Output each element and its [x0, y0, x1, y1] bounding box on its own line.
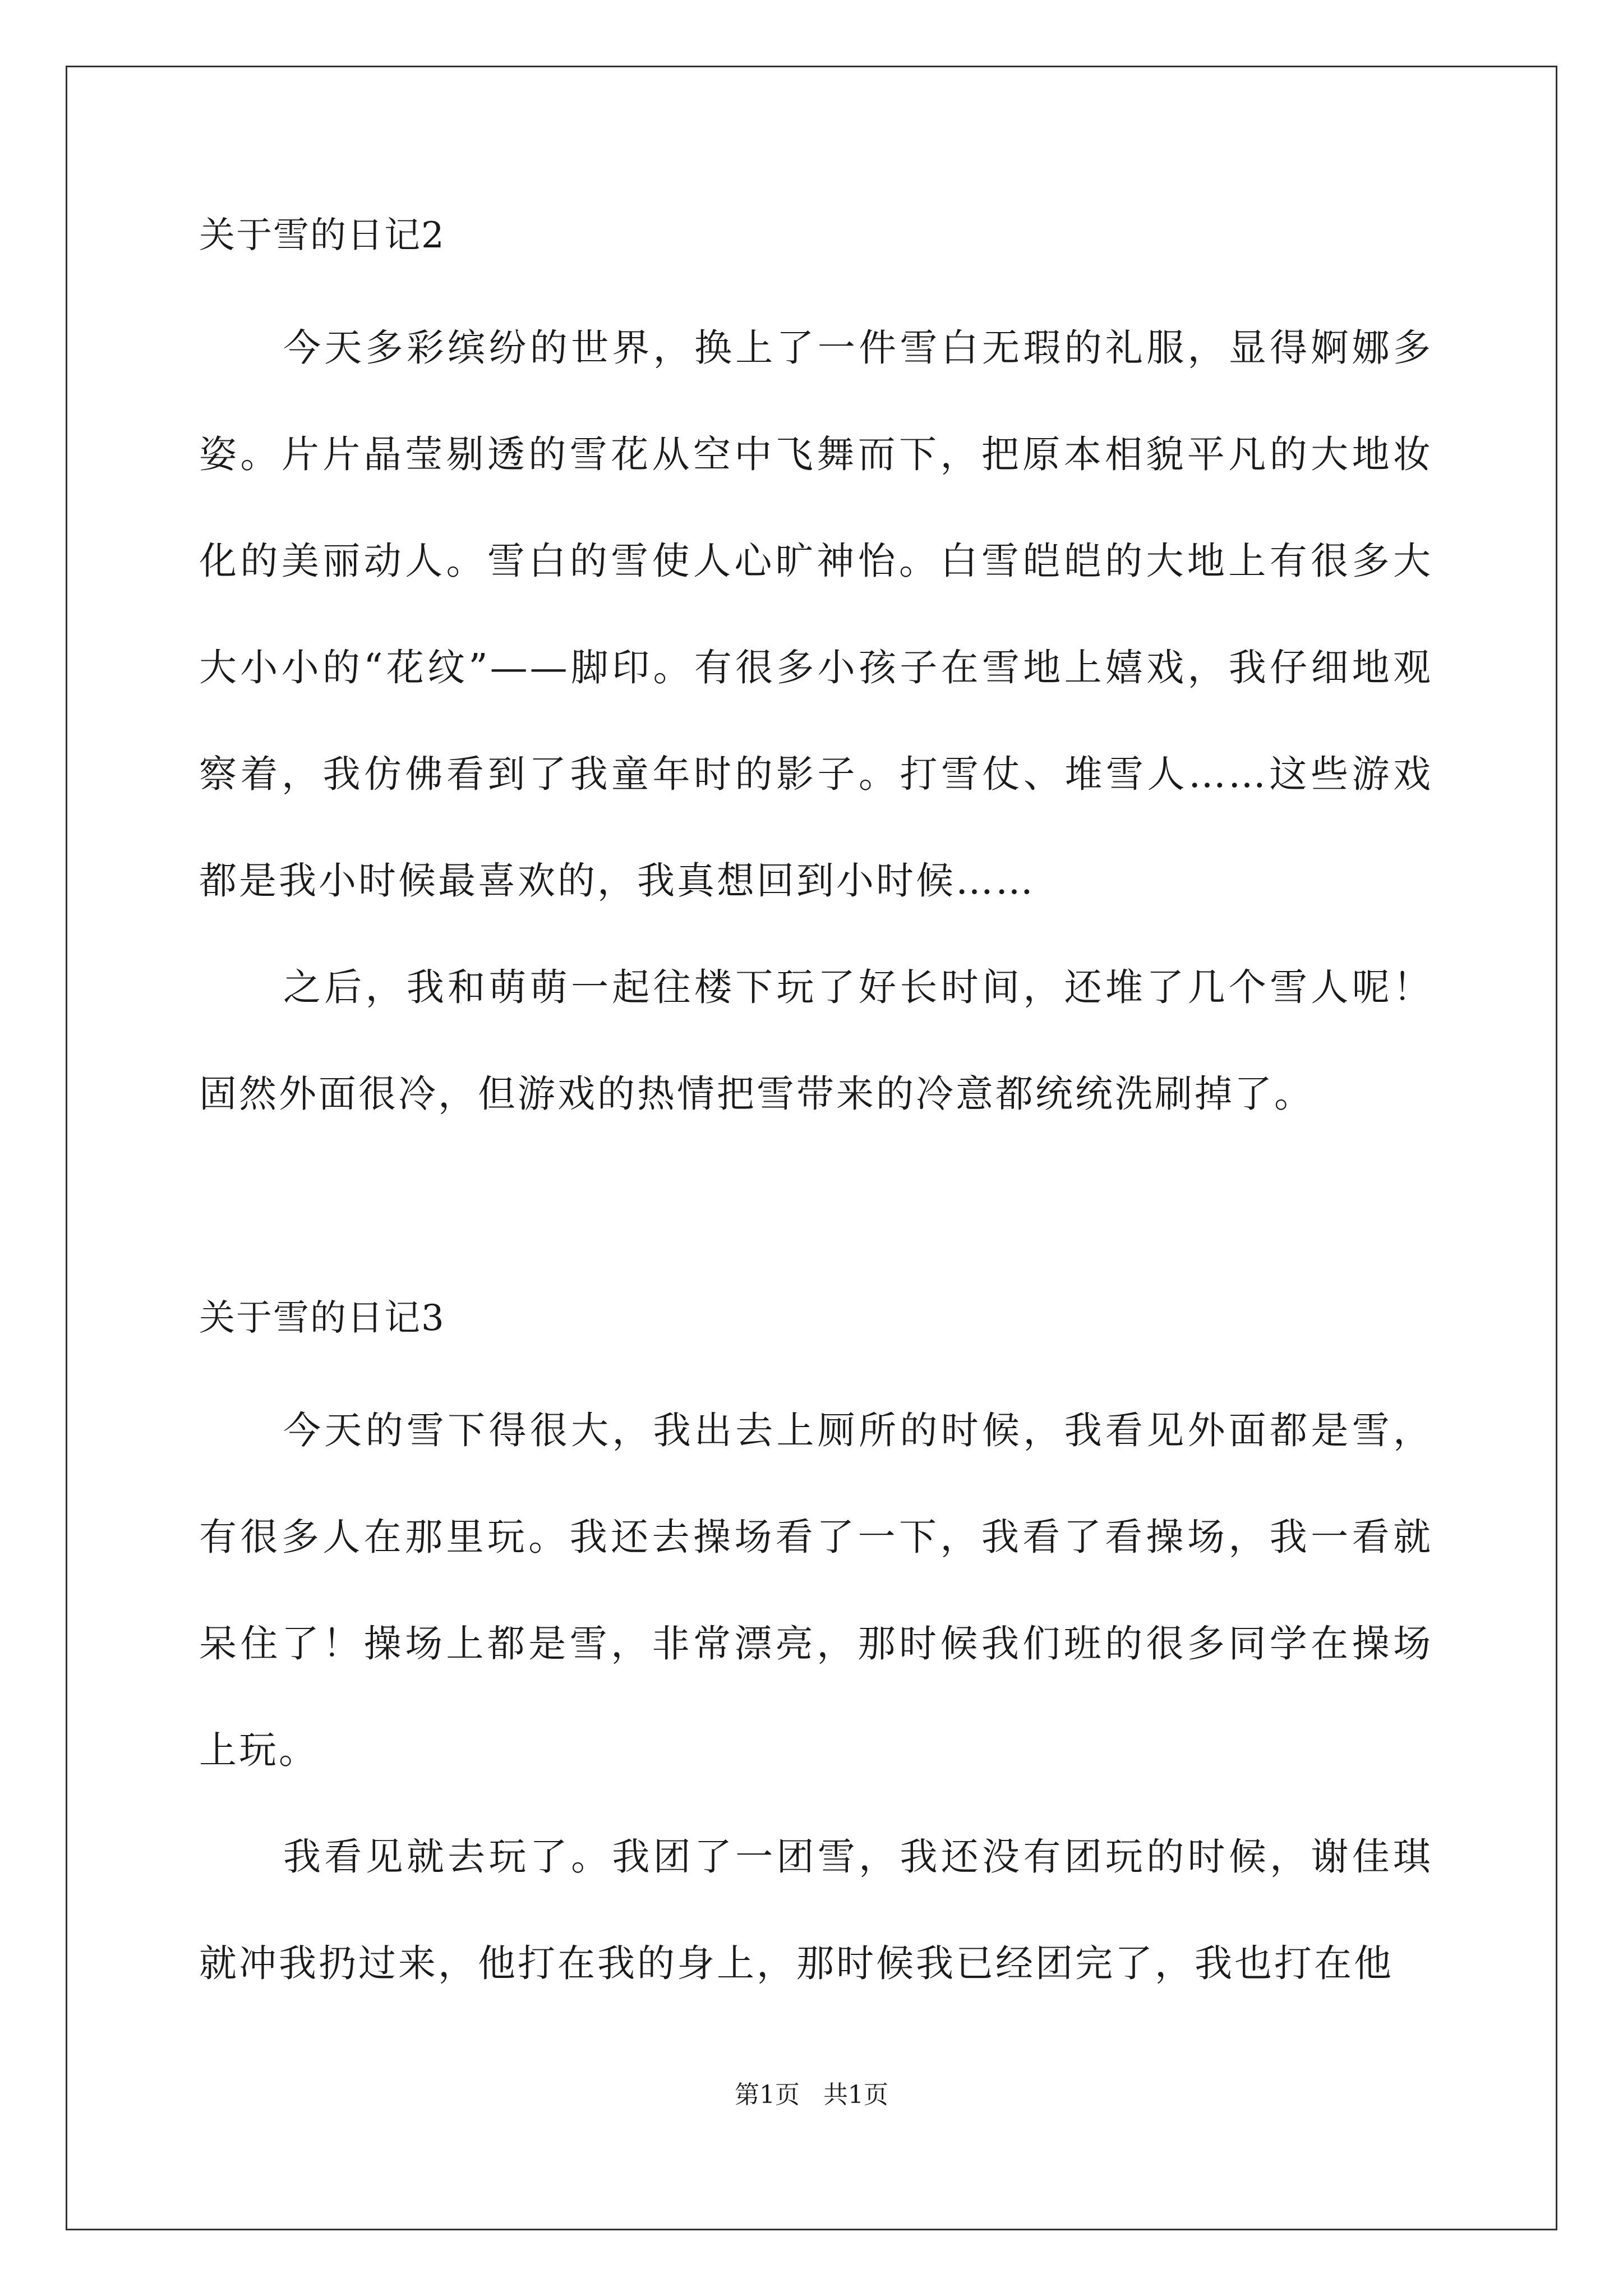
- paragraph: 我看见就去玩了。我团了一团雪，我还没有团玩的时候，谢佳琪就冲我扔过来，他打在我的身上，那时候我已经团完了，我也打在他: [199, 1835, 1433, 1985]
- paragraph: 之后，我和萌萌一起往楼下玩了好长时间，还堆了几个雪人呢！固然外面很冷，但游戏的热情把雪带来的冷意都统统洗刷掉了。: [199, 965, 1433, 1116]
- paragraph: 今天的雪下得很大，我出去上厕所的时候，我看见外面都是雪，有很多人在那里玩。我还去操场看了一下，我看了看操场，我一看就呆住了！操场上都是雪，非常漂亮，那时候我们班的很多同学在操场上玩。: [199, 1409, 1433, 1772]
- section-title: 关于雪的日记3: [199, 1297, 445, 1339]
- page-footer: [0, 2078, 1623, 2112]
- page-number: 第1页: [735, 2081, 800, 2109]
- paragraph: 今天多彩缤纷的世界，换上了一件雪白无瑕的礼服，显得婀娜多姿。片片晶莹剔透的雪花从空中飞舞而下，把原本相貌平凡的大地妆化的美丽动人。雪白的雪使人心旷神怡。白雪皑皑的大地上有很多大大小小的“花纹”——脚印。有很多小孩子在雪地上嬉戏，我仔细地观察着，我仿佛看到了我童年时的影子。打雪仗、堆雪人……这些游戏都是我小时候最喜欢的，我真想回到小时候……: [199, 326, 1433, 903]
- document-body: [199, 208, 1433, 2017]
- section-title: 关于雪的日记2: [199, 215, 445, 256]
- page-total: 共1页: [823, 2081, 888, 2109]
